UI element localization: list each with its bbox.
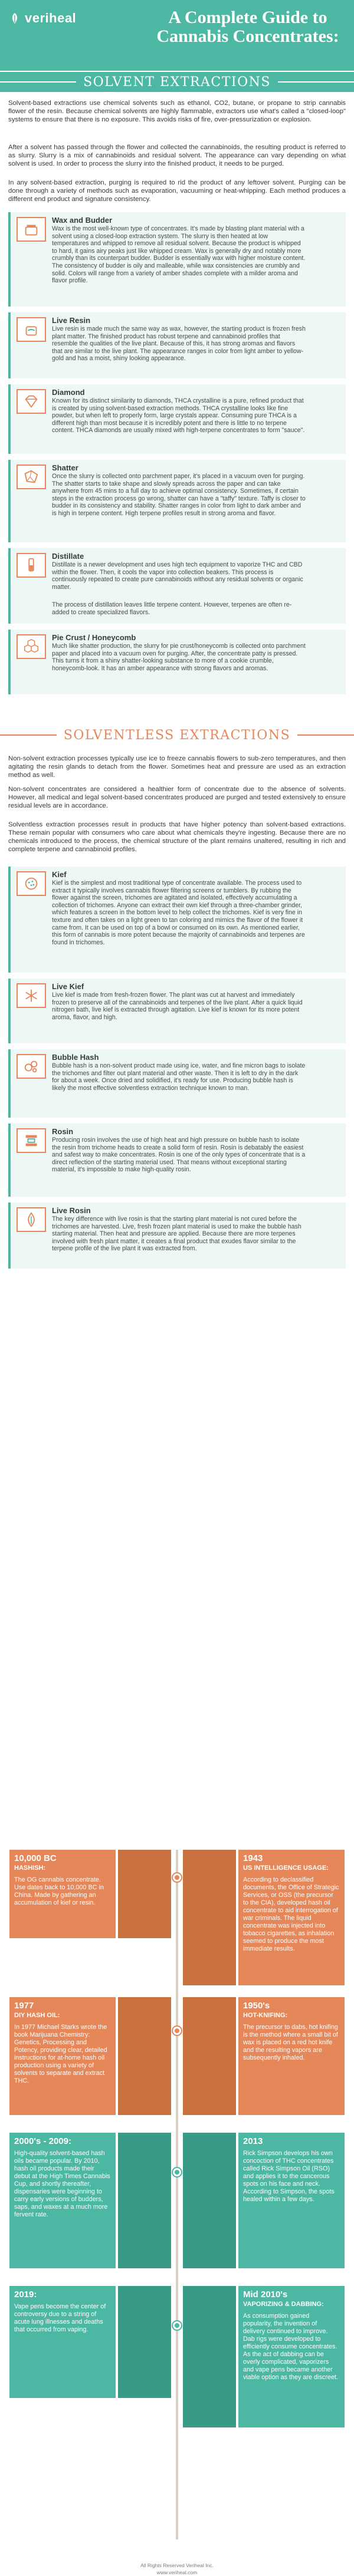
solvent-card-live-resin [8, 312, 346, 378]
solvent-section-heading [0, 72, 354, 92]
card-title: Bubble Hash [52, 1053, 99, 1062]
leaf-logo-icon [8, 12, 21, 25]
card-icon-frame [17, 1054, 46, 1079]
solvent-card-diamond [8, 384, 346, 454]
rosin-press-icon [22, 1132, 40, 1149]
distillate-icon [22, 556, 40, 574]
card-icon-frame [17, 389, 46, 414]
timeline-text: High-quality solvent-based hash oils became popular. By 2010, hash oil products made their debut at the High Times Cannabis Cup, and shortly thereafter, dispensaries were beginning to carry early versions of budders, saps, and waxes at a much more fervent rate. [14, 2150, 110, 2218]
card-description: Bubble hash is a non-solvent product made using ice, water, and fine micron bags to isolate the trichomes and filter out plant material and other waste. Then it is left to dry in the dark for about a week. Once dried and solidified, it's ready for use. Producing bubble hash is likely the most effective solventless extraction technique known to man. [52, 1062, 306, 1092]
solventless-card-bubble-hash [8, 1049, 346, 1118]
card-description: Known for its distinct similarity to diamonds, THCA crystalline is a pure, refined product that is created by using solvent-based extraction methods. THCA crystalline looks like fine powder, but when left to properly form, large crystals appear. Consuming pure THCA is a different high than most because it is incredibly potent and there is little to no terpene content. THCA diamonds are usually mixed with high-terpene concentrates to form "sauce". [52, 397, 305, 434]
timeline-photo [118, 2286, 171, 2398]
card-description: Live kief is made from fresh-frozen flower. The plant was cut at harvest and immediately frozen to preserve all of the cannabinoids and terpenes of the live plant. After a quick liquid nitrogen bath, live kief is extracted through agitation. Live kief is known for its more potent aroma, flavor, and high. [52, 991, 303, 1021]
footer-copyright: All Rights Reserved Veriheal Inc. [140, 2562, 214, 2568]
solvent-intro-paragraph: After a solvent has passed through the flower and collected the cannabinoids, the resulting product is referred to as slurry. Slurry is a mix of cannabinoids and residual solvent. The appearance can vary depending on what solvent is used. In order to process the slurry into the finished product, it needs to be purged. [8, 144, 346, 167]
timeline-date: 1977 [14, 2001, 34, 2011]
solvent-intro-paragraph: In any solvent-based extraction, purging is required to rid the product of any leftover solvent. Purging can be done through a variety of methods such as evaporation, vacuuming or heat-whipping. Each method produces a different end product and signature consistency. [8, 179, 346, 203]
divider [0, 734, 57, 736]
card-title: Pie Crust / Honeycomb [52, 633, 136, 642]
timeline-entry-2013 [238, 2133, 345, 2268]
page-title-line-2: Cannabis Concentrates: [156, 27, 339, 46]
card-icon-frame [17, 983, 46, 1008]
honeycomb-icon [22, 638, 40, 655]
live-rosin-icon [22, 1211, 40, 1228]
card-icon-frame [17, 217, 46, 242]
timeline-subtitle: US INTELLIGENCE USAGE: [243, 1865, 329, 1872]
solventless-intro-paragraph: Non-solvent extraction processes typically use ice to freeze cannabis flowers to sub-zero temperatures, and then agitating the resin glands to detach from the flower. Sometimes heat and pressure are used as an extraction method as well. [8, 755, 346, 779]
timeline-text: In 1977 Michael Starks wrote the book Marijuana Chemistry: Genetics, Processing and Potency, providing clear, detailed instructions for at-home hash oil production using a variety of solvents to separate and extract THC. [14, 2024, 107, 2084]
solventless-section-heading [0, 725, 354, 745]
timeline-subtitle: HOT-KNIFING: [243, 2012, 288, 2019]
card-icon-frame [17, 317, 46, 342]
card-icon-frame [17, 1128, 46, 1153]
timeline-entry-mid-2010s [238, 2286, 345, 2427]
timeline-photo [183, 2286, 236, 2427]
wax-jar-icon [22, 220, 40, 238]
timeline-subtitle: HASHISH: [14, 1865, 46, 1872]
card-description: Once the slurry is collected onto parchment paper, it's placed in a vacuum oven for purging. The shatter starts to take shape and slowly spreads across the paper and can take anywhere from 45 mins to a full day to achieve optimal consistency. Sometimes, if certain steps in the extraction process go wrong, shatter can have a "taffy" texture. Taffy is closer to budder in its consistency and stability. Shatter ranges in color from light to dark amber and is high in terpene content. High terpene profiles result in strong aroma and flavor. [52, 473, 306, 517]
header-banner [0, 0, 354, 71]
timeline-entry-2000s [9, 2133, 116, 2268]
card-description: Producing rosin involves the use of high heat and high pressure on bubble hash to isolate the resin from trichome heads to create a solid form of resin. Rosin is debatably the easiest and safest way to make concentrates. Rosin is one of the only types of concentrate that is a direct reflection of the starting material used. That means without exceptional starting material, it's impossible to make high-quality rosin. [52, 1137, 306, 1174]
solvent-card-pie-crust [8, 630, 346, 694]
diamond-icon [22, 393, 40, 410]
card-icon-frame [17, 871, 46, 896]
footer-link[interactable]: www.veriheal.com [156, 2570, 198, 2575]
card-description: Wax is the most well-known type of concentrates. It's made by blasting plant material with a solvent using a closed-loop extraction system. The slurry is then heated at low temperatures and whipped to remove all residual solvent. Because the product is whipped to hard, it gains airy peaks just like whipped cream. Wax is generally dry and notably more crumbly than its counterpart budder. Budder is essentially wax with higher moisture content. The consistency of budder is oily and malleable, while wax consistencies are crumbly and solid. Colors will range from a variety of amber shades complete with a milder aroma and flavor profile. [52, 225, 306, 285]
timeline-dot [173, 2027, 181, 2035]
timeline-date: 10,000 BC [14, 1853, 57, 1863]
card-description: Much like shatter production, the slurry for pie crust/honeycomb is collected onto parchment paper and placed into a vacuum oven for purging. After, the concentrate patty is pressed. This turns it from a shiny shatter-looking substance to more of a cookie crumble, honeycomb-look. It has an amber appearance with strong flavors and aromas. [52, 643, 306, 672]
card-description: Live resin is made much the same way as wax, however, the starting product is frozen fresh plant matter. The finished product has robust terpene and cannabinoid profiles that resemble the qualities of the live plant. Because of this, it has strong aromas and flavors that are similar to the live plant. The appearance ranges in color from light amber to yellow-gold and has a moist, shiny looking appearance. [52, 325, 306, 363]
timeline-photo [183, 1850, 236, 1985]
timeline-date: 1950's [243, 2001, 270, 2011]
solventless-heading-text: SOLVENTLESS EXTRACTIONS [63, 727, 291, 743]
solvent-card-shatter [8, 460, 346, 542]
card-icon-frame [17, 1207, 46, 1232]
timeline-dot [173, 1873, 181, 1882]
kief-icon [22, 875, 40, 892]
brand-logo[interactable] [8, 11, 76, 26]
solvent-intro-paragraph: Solvent-based extractions use chemical solvents such as ethanol, CO2, butane, or propane to strip cannabis flower of the resin. Because chemical solvents are highly flammable, extractors use what's called a "closed-loop" systems to ensure that there is no exposure. This avoids risks of fire, over-pressurization or explosion. [8, 100, 346, 123]
timeline-date: 1943 [243, 1853, 263, 1863]
timeline-text: Rick Simpson develops his own concoction of THC concentrates called Rick Simpson Oil (RSO) and applies it to the cancerous spots on his face and neck. According to Simpson, the spots healed within a few days. [243, 2150, 335, 2203]
card-title: Kief [52, 870, 67, 879]
timeline-text: As consumption gained popularity, the invention of delivery continued to improve. Dab rigs were developed to efficiently consume concentrates. As the act of dabbing can be overly complicated, vaporizers and vape pens became another viable option as they are discreet. [243, 2313, 338, 2381]
timeline-photo [183, 1997, 236, 2115]
history-timeline [0, 1838, 354, 2557]
card-title: Wax and Budder [52, 216, 113, 225]
footer [0, 2562, 354, 2576]
solventless-card-rosin [8, 1124, 346, 1197]
solvent-heading-text: SOLVENT EXTRACTIONS [83, 74, 271, 90]
timeline-text: According to declassified documents, the Office of Strategic Services, or OSS (the precursor to the CIA), developed hash oil concentrate to aid interrogation of war criminals. The liquid concentrate was injected into tobacco cigarettes, as inhalation seemed to produce the most immediate results. [243, 1876, 339, 1952]
shatter-icon [22, 468, 40, 486]
timeline-spine [176, 1850, 178, 2539]
timeline-date: 2000's - 2009: [14, 2136, 71, 2146]
timeline-photo [118, 1850, 171, 1938]
bubble-hash-icon [22, 1058, 40, 1075]
page-title-line-1: A Complete Guide to [168, 8, 327, 27]
timeline-subtitle: DIY HASH OIL: [14, 2012, 60, 2019]
timeline-date: 2019: [14, 2290, 37, 2300]
timeline-date: Mid 2010's [243, 2290, 288, 2300]
card-icon-frame [17, 553, 46, 578]
timeline-text: The OG cannabis concentrate. Use dates back to 10,000 BC in China. Made by gathering an accumulation of kief or resin. [14, 1876, 104, 1906]
card-icon-frame [17, 634, 46, 659]
brand-name: veriheal [25, 11, 77, 25]
solventless-intro-paragraph: Solventless extraction processes result in products that have higher potency than solvent-based extractions. These remain popular with consumers who care about what chemicals they're ingesting. Because there are no chemicals introduced to the process, the chemical structure of the plant remains unaltered, resulting in rich and complete terpene and cannabinoid profiles. [8, 821, 346, 853]
timeline-entry-2019 [9, 2286, 116, 2398]
timeline-dot [173, 2168, 181, 2176]
solvent-card-distillate [8, 548, 346, 624]
solvent-card-wax-budder [8, 212, 346, 307]
timeline-entry-1943 [238, 1850, 345, 1985]
card-title: Live Rosin [52, 1206, 91, 1215]
timeline-date: 2013 [243, 2136, 263, 2146]
divider [0, 81, 76, 83]
card-description-2: The process of distillation leaves little terpene content. However, terpenes are often re-added to create specialized flavors. [52, 601, 292, 616]
page-title [148, 8, 348, 46]
timeline-photo [118, 1997, 171, 2115]
card-description: Distillate is a newer development and uses high tech equipment to vaporize THC and CBD within the flower. Then, it cools the vapor into collection beakers. This process is continuously repeated to create pure cannabinoids without any residual solvents or organic matter. [52, 561, 303, 591]
card-title: Rosin [52, 1127, 74, 1136]
card-icon-frame [17, 465, 46, 489]
timeline-subtitle: VAPORIZING & DABBING: [243, 2301, 324, 2308]
card-title: Distillate [52, 552, 84, 561]
card-description: Kief is the simplest and most traditional type of concentrate available. The process used to extract it typically involves cannabis flower filtering screens or tumblers. By rubbing the flower against the screen, trichomes are agitated and isolated, effectively accumulating a collection of trichomes. Anyone can extract their own kief through a three-chamber grinder, which features a screen in the bottom level to help collect the trichomes. Kief is very fine in texture and often takes on a light green to tan coloring and mimics the flavor of the flower it came from. It can be used on top of a bowl or consumed on its own. As mentioned earlier, this form of cannabis is more potent because the majority of cannabinoids and terpenes are found in trichomes. [52, 879, 305, 946]
solventless-card-kief [8, 867, 346, 973]
solventless-card-live-kief [8, 979, 346, 1043]
timeline-entry-10000bc [9, 1850, 116, 1938]
divider [297, 734, 354, 736]
card-description: The key difference with live rosin is that the starting plant material is not cured before the trichomes are harvested. Live, fresh frozen plant material is used to make the bubble hash starting material. Then heat and pressure are applied. Because there are more terpenes involved with fresh plant matter, it creates a final product that exudes flavor similar to the terpene profile of the live plant it was extracted from. [52, 1215, 301, 1253]
timeline-text: The precursor to dabs, hot knifing is the method where a small bit of wax is placed on a red hot knife and the resulting vapors are subsequently inhaled. [243, 2024, 338, 2061]
solventless-card-live-rosin [8, 1203, 346, 1269]
card-title: Live Resin [52, 316, 91, 325]
card-title: Diamond [52, 388, 85, 397]
timeline-entry-1950s [238, 1997, 345, 2115]
timeline-text: Vape pens become the center of controversy due to a string of acute lung illnesses and deaths that occurred from vaping. [14, 2303, 106, 2333]
spacer-band [0, 1291, 354, 1821]
card-title: Shatter [52, 463, 78, 472]
solventless-intro-paragraph: Non-solvent concentrates are considered a healthier form of concentrate due to the absence of solvents. However, all medical and legal solvent-based concentrates produced are purged and tested extensively to ensure residual levels are in accordance. [8, 786, 346, 809]
divider [278, 81, 354, 83]
timeline-photo [183, 2133, 236, 2268]
live-kief-icon [22, 987, 40, 1004]
timeline-entry-1977 [9, 1997, 116, 2115]
resin-jar-icon [22, 321, 40, 338]
timeline-dot [173, 2321, 181, 2330]
timeline-photo [118, 2133, 171, 2268]
card-title: Live Kief [52, 982, 84, 991]
